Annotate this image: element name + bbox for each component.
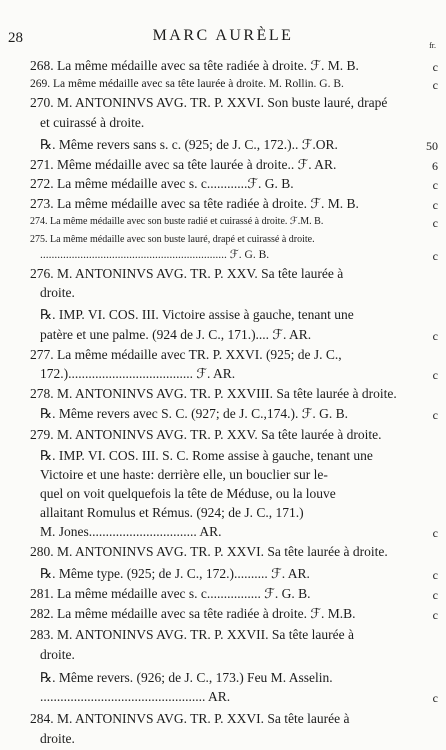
entry-line: 270. M. ANTONINVS AVG. TR. P. XXVI. Son buste lauré, drapé: [30, 95, 388, 110]
entry-line: 272. La même médaille avec s. c............ℱ. G. B.: [30, 176, 294, 191]
rarity-mark: c: [432, 198, 438, 212]
entry-line: 284. M. ANTONINVS AVG. TR. P. XXVI. Sa tête laurée à: [30, 711, 350, 726]
entry-line: ℞. Même revers sans s. c. (925; de J. C., 172.).. ℱ.OR.: [40, 137, 338, 152]
rarity-mark: c: [432, 526, 438, 540]
entry-line: 268. La même médaille avec sa tête radiée à droite. ℱ. M. B.: [30, 58, 359, 73]
rarity-mark: c: [432, 568, 438, 582]
entry-line: 273. La même médaille avec sa tête radiée à droite. ℱ. M. B.: [30, 196, 359, 211]
entry-line: droite.: [40, 731, 75, 746]
entry-line: 277. La même médaille avec TR. P. XXVI. (925; de J. C.,: [30, 347, 342, 362]
running-title: MARC AURÈLE: [152, 27, 294, 44]
entry-line: ................................................................. ℱ. G. B.: [40, 249, 270, 261]
rarity-mark: c: [432, 249, 438, 263]
entry-line: 271. Même médaille avec sa tête laurée à droite.. ℱ. AR.: [30, 157, 337, 172]
entry-line: 281. La même médaille avec s. c................ ℱ. G. B.: [30, 586, 311, 601]
entry-line: Victoire et une haste: derrière elle, un bouclier sur le-: [40, 467, 328, 482]
corner-mark: fr.: [429, 41, 436, 50]
rarity-mark: c: [432, 216, 438, 230]
entry-line: ℞. IMP. VI. COS. III. Victoire assise à gauche, tenant une: [40, 307, 354, 322]
entry-line: quel on voit quelquefois la tête de Méduse, ou la louve: [40, 486, 336, 501]
entry-line: 278. M. ANTONINVS AVG. TR. P. XXVIII. Sa tête laurée à droite.: [30, 386, 397, 401]
entry-line: droite.: [40, 285, 75, 300]
entry-line: et cuirassé à droite.: [40, 115, 145, 130]
entry-line: ℞. IMP. VI. COS. III. S. C. Rome assise à gauche, tenant une: [40, 448, 373, 463]
entry-line: M. Jones................................ AR.: [40, 524, 222, 539]
entry-line: 276. M. ANTONINVS AVG. TR. P. XXV. Sa tête laurée à: [30, 266, 344, 281]
rarity-mark: c: [432, 368, 438, 382]
rarity-mark: 50: [426, 139, 438, 153]
rarity-mark: c: [432, 78, 438, 92]
rarity-mark: c: [432, 691, 438, 705]
entry-line: ℞. Même type. (925; de J. C., 172.).......... ℱ. AR.: [40, 566, 310, 581]
rarity-mark: c: [432, 329, 438, 343]
entry-line: 269. La même médaille avec sa tête laurée à droite. M. Rollin. G. B.: [30, 78, 344, 90]
entry-line: 275. La même médaille avec son buste lauré, drapé et cuirassé à droite.: [30, 234, 315, 245]
entry-line: 283. M. ANTONINVS AVG. TR. P. XXVII. Sa tête laurée à: [30, 627, 354, 642]
rarity-mark: c: [432, 408, 438, 422]
entry-line: allaitant Romulus et Rémus. (924; de J. C., 171.): [40, 505, 304, 520]
rarity-mark: c: [432, 178, 438, 192]
rarity-mark: c: [432, 588, 438, 602]
entry-line: ℞. Même revers avec S. C. (927; de J. C.,174.). ℱ. G. B.: [40, 406, 349, 421]
entry-line: patère et une palme. (924 de J. C., 171.).... ℱ. AR.: [40, 327, 312, 342]
entry-line: ℞. Même revers. (926; de J. C., 173.) Feu M. Asselin.: [40, 670, 333, 685]
entry-line: ................................................. AR.: [40, 689, 231, 704]
entry-line: 279. M. ANTONINVS AVG. TR. P. XXV. Sa tête laurée à droite.: [30, 427, 382, 442]
entry-line: 280. M. ANTONINVS AVG. TR. P. XXVI. Sa tête laurée à droite.: [30, 544, 388, 559]
entry-line: 274. La même médaille avec son buste radié et cuirassé à droite. ℱ.M. B.: [30, 216, 324, 227]
entry-line: 172.)..................................... ℱ. AR.: [40, 366, 236, 381]
rarity-mark: c: [432, 608, 438, 622]
rarity-mark: c: [432, 60, 438, 74]
rarity-mark: 6: [432, 159, 438, 173]
entry-line: droite.: [40, 647, 75, 662]
entry-line: 282. La même médaille avec sa tête radiée à droite. ℱ. M.B.: [30, 606, 356, 621]
page-number: 28: [8, 30, 23, 46]
